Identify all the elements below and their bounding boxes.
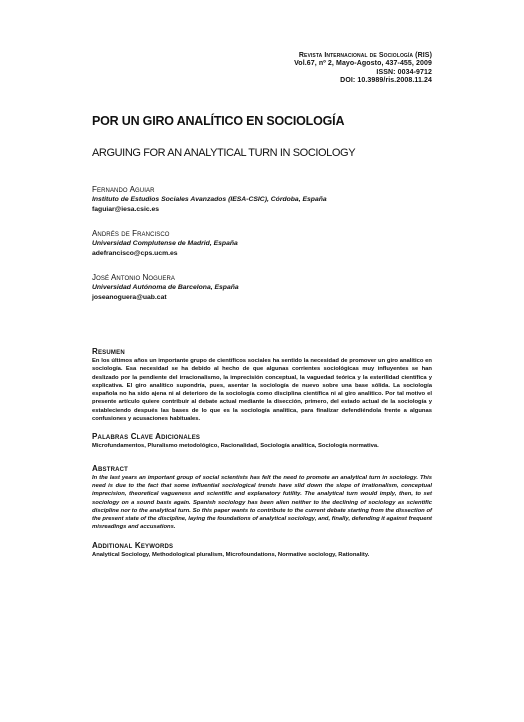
author-affiliation: Instituto de Estudios Sociales Avanzados (IESA-CSIC), Córdoba, España (92, 196, 327, 203)
journal-name: Revista Internacional de Sociología (RIS) (298, 52, 432, 59)
author-name: Fernando Aguiar (92, 185, 155, 194)
keywords-text: Analytical Sociology, Methodological pluralism, Microfoundations, Normative sociology, Rationality. (92, 551, 370, 558)
author-email[interactable]: faguiar@iesa.csic.es (92, 206, 160, 213)
journal-issn: ISSN: 0034-9712 (376, 68, 432, 76)
abstract-sections (92, 347, 432, 568)
palabras-clave-text: Microfundamentos, Pluralismo metodológico, Racionalidad, Sociología analítica, Sociología normativa. (92, 443, 379, 450)
abstract-text: In the last years an important group of social scientists has felt the need to promote an analytical turn in sociology. This need is due to the fact that some influential sociological trends have slid down the slope of irrationalism, conceptual imprecision, theoretical vagueness and scientific and explanatory futility. The analytical turn would imply, then, to set sociology on a sound basis again. Spanish sociology has been alien neither to the declining of sociology as scientific discipline nor to the analytical turn. So this paper wants to contribute to the current debate starting from the dissection of the present state of the discipline, laying the foundations of analytical sociology, and, finally, defending it against frequent misreadings and accusations. (92, 474, 432, 531)
resumen-text: En los últimos años un importante grupo de científicos sociales ha sentido la necesidad de promover un giro analítico en sociología. Esa necesidad se ha debido al hecho de que algunas corrientes sociológicas muy influyentes se han deslizado por la pendiente del irracionalismo, la imprecisión conceptual, la vaguedad teórica y la esterilidad científica y explicativa. El giro analítico supondría, pues, asentar la sociología de nuevo sobre una base sólida. La sociología española no ha sido ajena ni al deterioro de la sociología como disciplina científica ni al giro analítico. Por tal motivo el presente artículo quiere contribuir al debate actual mediante la disección, primero, del estado actual de la sociología y estableciendo después las bases de lo que es la sociología analítica, para finalizar defendiéndola frente a algunas confusiones y acusaciones habituales. (92, 358, 432, 423)
author-affiliation: Universidad Complutense de Madrid, España (92, 240, 238, 247)
author-block (92, 184, 432, 215)
abstract-heading: Abstract (92, 463, 129, 473)
author-name: Andrés de Francisco (92, 229, 170, 238)
journal-header (294, 52, 432, 86)
author-email[interactable]: joseanoguera@uab.cat (92, 294, 167, 301)
paper-title: POR UN GIRO ANALÍTICO EN SOCIOLOGÍA (92, 114, 345, 128)
paper-subtitle: ARGUING FOR AN ANALYTICAL TURN IN SOCIOLOGY (92, 147, 356, 159)
author-block (92, 228, 432, 259)
journal-issue: Vol.67, nº 2, Mayo-Agosto, 437-455, 2009 (294, 60, 432, 68)
author-affiliation: Universidad Autónoma de Barcelona, España (92, 284, 239, 291)
journal-doi: DOI: 10.3989/ris.2008.11.24 (340, 77, 432, 85)
author-list (92, 184, 432, 316)
resumen-heading: Resumen (92, 347, 125, 356)
author-email[interactable]: adefrancisco@cps.ucm.es (92, 250, 178, 257)
author-name: José Antonio Noguera (92, 273, 176, 282)
palabras-clave-heading: Palabras Clave Adicionales (92, 432, 201, 442)
author-block (92, 272, 432, 303)
keywords-heading: Additional Keywords (92, 540, 174, 550)
